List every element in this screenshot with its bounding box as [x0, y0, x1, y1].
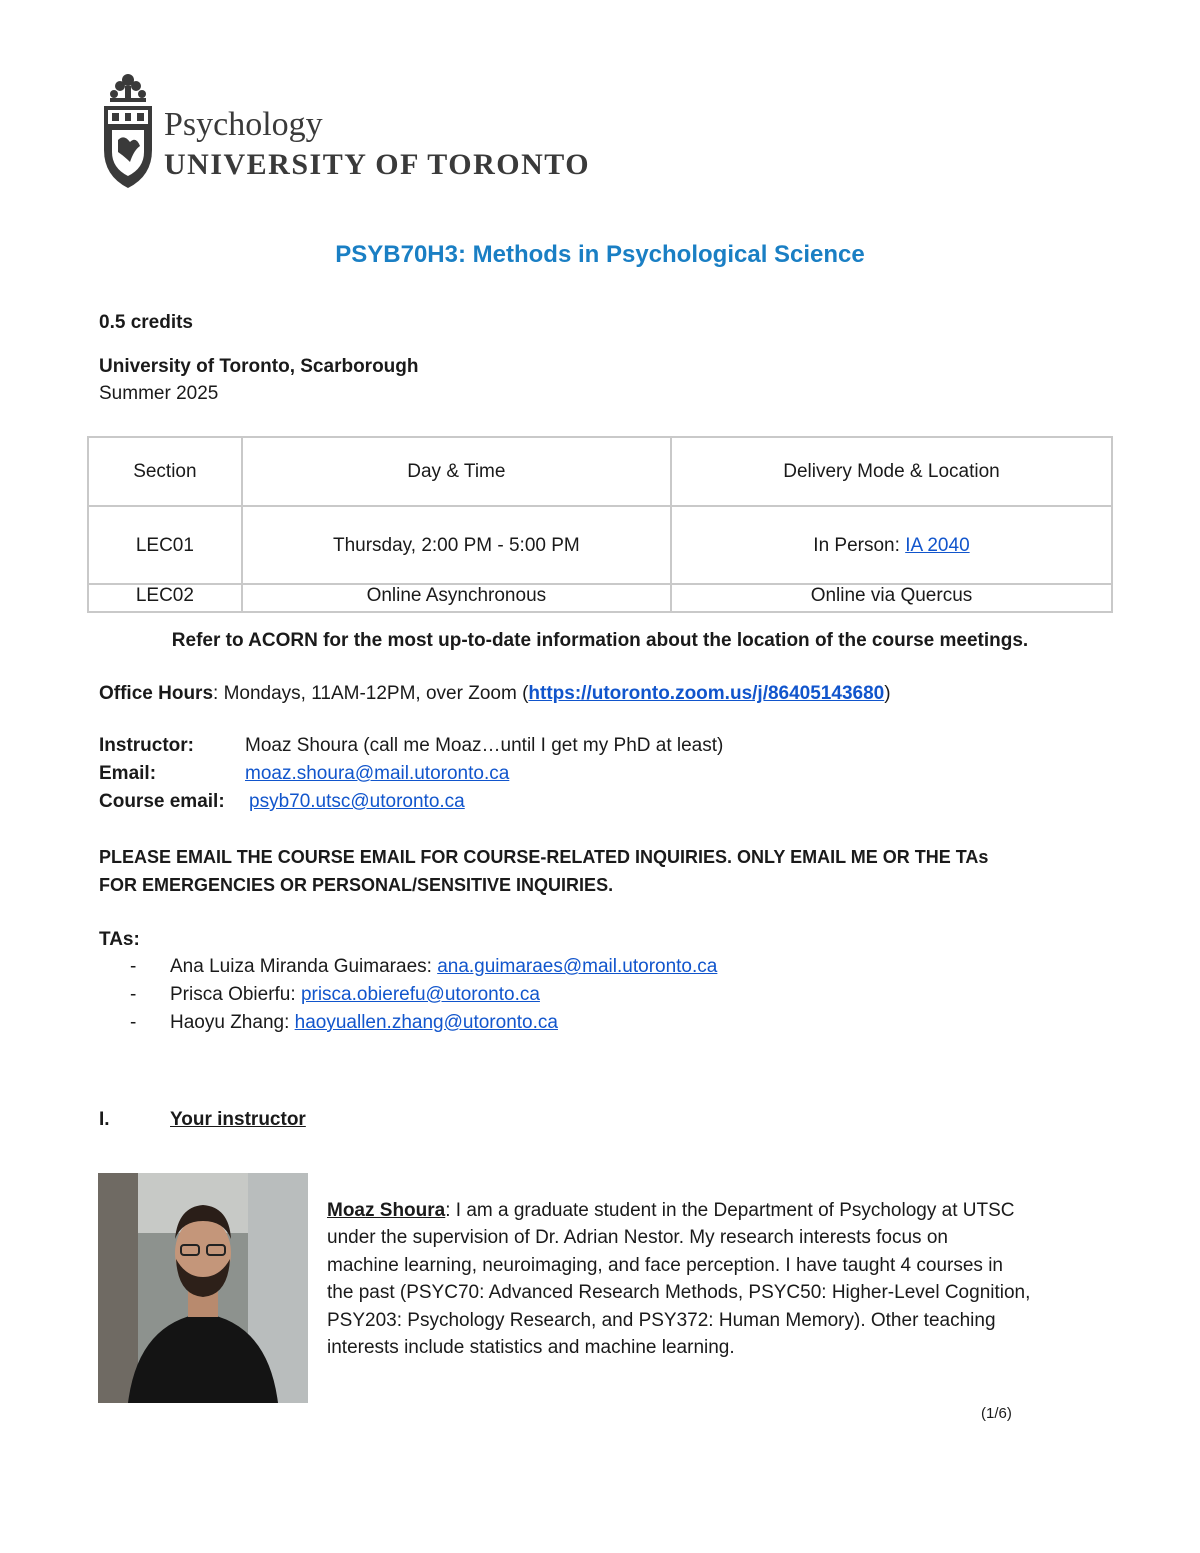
email-notice-line-1: PLEASE EMAIL THE COURSE EMAIL FOR COURSE-RELATED INQUIRIES. ONLY EMAIL ME OR THE TAs	[99, 847, 989, 867]
instructor-label: Instructor:	[99, 735, 194, 756]
time-cell: Online Asynchronous	[242, 584, 671, 612]
course-title: PSYB70H3: Methods in Psychological Science	[335, 241, 865, 268]
list-item	[100, 981, 1000, 1009]
list-dash: -	[130, 1012, 137, 1033]
instructor-value: Moaz Shoura (call me Moaz…until I get my PhD at least)	[245, 735, 724, 756]
ta-email-link[interactable]: prisca.obierefu@utoronto.ca	[300, 984, 540, 1005]
ta-name: Ana Luiza Miranda Guimaraes:	[170, 956, 438, 977]
page-number: (1/6)	[981, 1405, 1012, 1422]
instructor-portrait-icon	[98, 1173, 308, 1403]
location-prefix: In Person:	[813, 535, 906, 556]
ta-email-link[interactable]: haoyuallen.zhang@utoronto.ca	[294, 1012, 558, 1033]
tas-label: TAs:	[99, 929, 140, 950]
bio-line: interests include statistics and machine learning.	[327, 1337, 735, 1359]
bio-text: : I am a graduate student in the Department of Psychology at UTSC	[445, 1200, 1015, 1221]
section-cell: LEC01	[88, 506, 242, 584]
ta-list	[100, 953, 1000, 1037]
table-row	[88, 506, 1112, 584]
section-numeral: I.	[99, 1109, 110, 1130]
acorn-note: Refer to ACORN for the most up-to-date information about the location of the course meetings.	[171, 630, 1029, 651]
office-hours-text: : Mondays, 11AM-12PM, over Zoom (	[213, 683, 529, 704]
ta-name: Haoyu Zhang:	[170, 1012, 295, 1033]
list-item	[100, 953, 1000, 981]
university-logo	[100, 72, 640, 194]
header-day-time: Day & Time	[242, 437, 671, 506]
list-dash: -	[130, 984, 137, 1005]
term: Summer 2025	[99, 383, 219, 404]
credits: 0.5 credits	[99, 312, 193, 333]
location-cell	[671, 506, 1112, 584]
ta-name: Prisca Obierfu:	[170, 984, 301, 1005]
campus: University of Toronto, Scarborough	[99, 356, 419, 377]
time-cell: Thursday, 2:00 PM - 5:00 PM	[242, 506, 671, 584]
header-section: Section	[88, 437, 242, 506]
logo-university: UNIVERSITY OF TORONTO	[164, 148, 591, 181]
logo-department: Psychology	[164, 106, 323, 143]
course-email-link[interactable]: psyb70.utsc@utoronto.ca	[249, 791, 465, 812]
bio-name: Moaz Shoura	[327, 1200, 446, 1221]
schedule-table	[87, 436, 1113, 613]
course-email-label: Course email:	[99, 791, 225, 812]
location-cell: Online via Quercus	[671, 584, 1112, 612]
ta-email-link[interactable]: ana.guimaraes@mail.utoronto.ca	[437, 956, 718, 977]
instructor-bio	[327, 1197, 1147, 1361]
university-crest-icon	[100, 72, 156, 194]
office-hours-label: Office Hours	[99, 683, 214, 704]
instructor-photo	[98, 1173, 308, 1403]
instructor-email-link[interactable]: moaz.shoura@mail.utoronto.ca	[245, 763, 510, 784]
bio-line: under the supervision of Dr. Adrian Nestor. My research interests focus on	[327, 1227, 948, 1249]
table-header-row	[88, 437, 1112, 506]
zoom-link[interactable]: https://utoronto.zoom.us/j/86405143680	[528, 683, 885, 704]
table-row	[88, 584, 1112, 612]
list-dash: -	[130, 956, 137, 977]
location-link[interactable]: IA 2040	[905, 535, 970, 556]
bio-line	[327, 1197, 1147, 1224]
list-item	[100, 1009, 1000, 1037]
header-delivery: Delivery Mode & Location	[671, 437, 1112, 506]
email-label: Email:	[99, 763, 157, 784]
bio-line: machine learning, neuroimaging, and face perception. I have taught 4 courses in	[327, 1254, 1003, 1276]
office-hours	[99, 681, 891, 707]
section-cell: LEC02	[88, 584, 242, 612]
bio-line: PSY203: Psychology Research, and PSY372: Human Memory). Other teaching	[327, 1309, 996, 1331]
bio-line: the past (PSYC70: Advanced Research Methods, PSYC50: Higher-Level Cognition,	[327, 1282, 1031, 1304]
office-hours-close: )	[884, 683, 891, 704]
section-heading: Your instructor	[170, 1109, 306, 1130]
email-notice-line-2: FOR EMERGENCIES OR PERSONAL/SENSITIVE INQUIRIES.	[99, 875, 614, 895]
